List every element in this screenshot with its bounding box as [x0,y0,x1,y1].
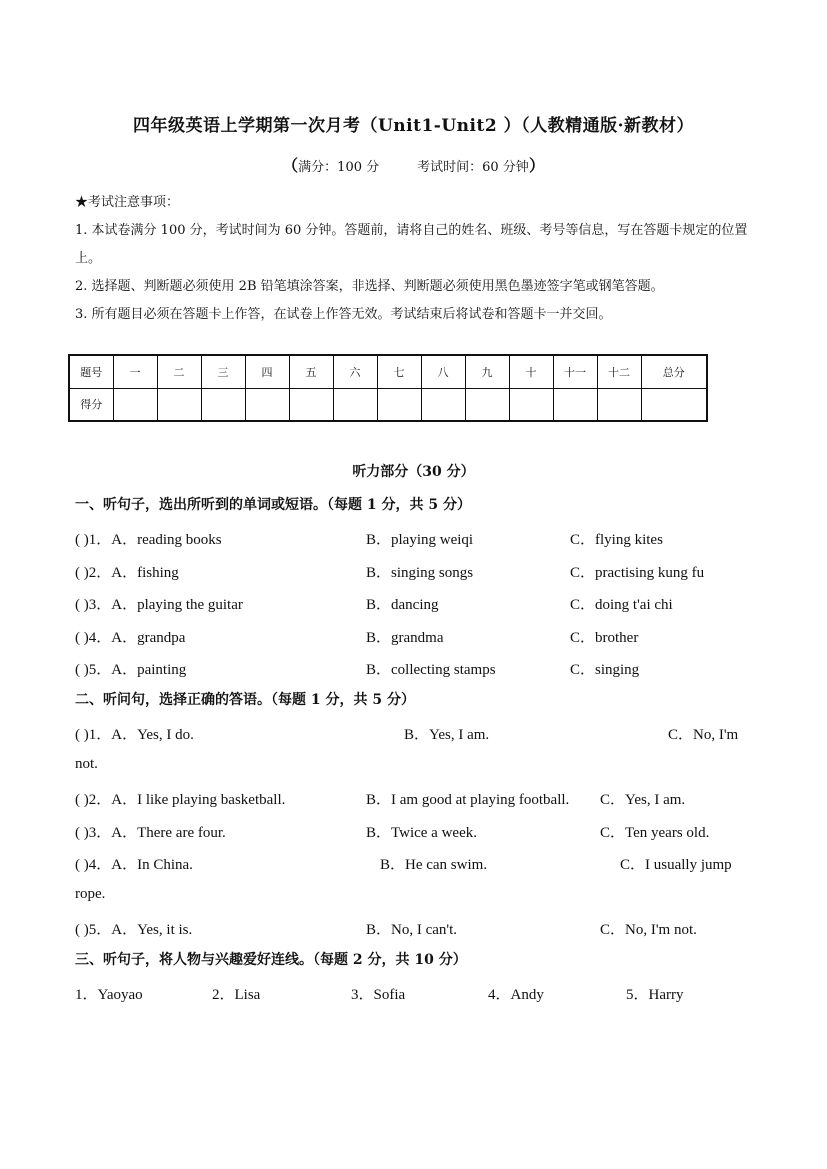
score-cell [465,388,509,421]
notice-heading: ★考试注意事项： [75,195,180,210]
col-header: 二 [157,355,201,388]
part1-heading: 一、听句子，选出所听到的单词或短语。（每题 1 分，共 5 分） [75,497,471,513]
option-c: C．singing [570,662,640,678]
col-header: 九 [465,355,509,388]
part2-heading: 二、听问句，选择正确的答语。（每题 1 分，共 5 分） [75,692,415,708]
part2-question-3 [75,821,755,845]
option-a: ( )2．A．fishing [75,565,179,581]
part2-question-2 [75,788,755,812]
part1-question-2 [75,561,755,585]
row-label-question: 题号 [69,355,113,388]
score-table [68,354,708,422]
person-name: 3．Sofia [351,987,406,1003]
option-c: C．Yes, I am. [600,792,686,808]
part2-question-1 [75,723,755,747]
option-a: ( )4．A．In China. [75,857,193,873]
listening-section-title: 听力部分（30 分） [352,464,475,480]
exam-time: 考试时间：60 分钟 [417,160,529,175]
part1-question-4 [75,626,755,650]
score-cell-total [641,388,707,421]
part2-question-5 [75,918,755,942]
part3-heading: 三、听句子，将人物与兴趣爱好连线。（每题 2 分，共 10 分） [75,952,467,968]
part1-question-5 [75,658,755,682]
option-b: B．singing songs [366,565,474,581]
col-header: 六 [333,355,377,388]
option-c: C．No, I'm not. [600,922,697,938]
notice-item: 3. 所有题目必须在答题卡上作答，在试卷上作答无效。考试结束后将试卷和答题卡一并交回。 [75,307,612,322]
option-c: C．I usually jump [620,857,732,873]
option-a: ( )3．A．There are four. [75,825,226,841]
option-c: C．brother [570,630,639,646]
person-name: 5．Harry [626,987,684,1003]
part3-names [75,983,755,1007]
part2-question-4-wrap: rope. [75,886,106,902]
option-c: C．doing t'ai chi [570,597,673,613]
col-header: 十二 [597,355,641,388]
score-cell [421,388,465,421]
option-a: ( )3．A．playing the guitar [75,597,243,613]
score-value-row [69,388,707,421]
option-c: C．Ten years old. [600,825,710,841]
row-label-score: 得分 [69,388,113,421]
option-b: B．Twice a week. [366,825,477,841]
score-cell [289,388,333,421]
person-name: 4．Andy [488,987,544,1003]
full-score: 满分：100 分 [298,160,380,175]
option-b: B．dancing [366,597,439,613]
notice-item: 2. 选择题、判断题必须使用 2B 铅笔填涂答案，非选择、判断题必须使用黑色墨迹签字笔或钢笔答题。 [75,279,664,294]
exam-notice [75,189,755,329]
option-b: B．collecting stamps [366,662,496,678]
score-cell [113,388,157,421]
option-b: B．No, I can't. [366,922,458,938]
option-b: B．grandma [366,630,444,646]
score-cell [377,388,421,421]
exam-info [0,153,827,176]
part2-question-1-wrap: not. [75,756,98,772]
open-paren: （ [282,156,299,175]
score-cell [597,388,641,421]
option-a: ( )4．A．grandpa [75,630,186,646]
person-name: 1．Yaoyao [75,987,143,1003]
close-paren: ） [528,156,545,175]
notice-item: 1. 本试卷满分 100 分，考试时间为 60 分钟。答题前，请将自己的姓名、班级、考号等信息，写在答题卡规定的位置上。 [75,223,748,266]
option-a: ( )2．A．I like playing basketball. [75,792,286,808]
score-cell [245,388,289,421]
option-c: C．practising kung fu [570,565,705,581]
col-header: 五 [289,355,333,388]
part1-question-1 [75,528,755,552]
col-header: 一 [113,355,157,388]
option-b: B．He can swim. [380,857,488,873]
score-cell [509,388,553,421]
col-header-total: 总分 [641,355,707,388]
option-a: ( )1．A．Yes, I do. [75,727,194,743]
option-b: B．Yes, I am. [404,727,490,743]
option-c: C．No, I'm [668,727,739,743]
option-c: C．flying kites [570,532,663,548]
col-header: 四 [245,355,289,388]
person-name: 2．Lisa [212,987,261,1003]
part1-question-3 [75,593,755,617]
option-b: B．I am good at playing football. [366,792,570,808]
page-title: 四年级英语上学期第一次月考（Unit1-Unit2 ）（人教精通版·新教材） [132,116,695,136]
col-header: 七 [377,355,421,388]
score-header-row [69,355,707,388]
score-cell [157,388,201,421]
option-a: ( )5．A．Yes, it is. [75,922,193,938]
col-header: 十 [509,355,553,388]
col-header: 十一 [553,355,597,388]
col-header: 八 [421,355,465,388]
part2-question-4 [75,853,755,877]
option-a: ( )1．A．reading books [75,532,222,548]
option-a: ( )5．A．painting [75,662,187,678]
score-cell [201,388,245,421]
score-cell [553,388,597,421]
score-cell [333,388,377,421]
option-b: B．playing weiqi [366,532,474,548]
col-header: 三 [201,355,245,388]
